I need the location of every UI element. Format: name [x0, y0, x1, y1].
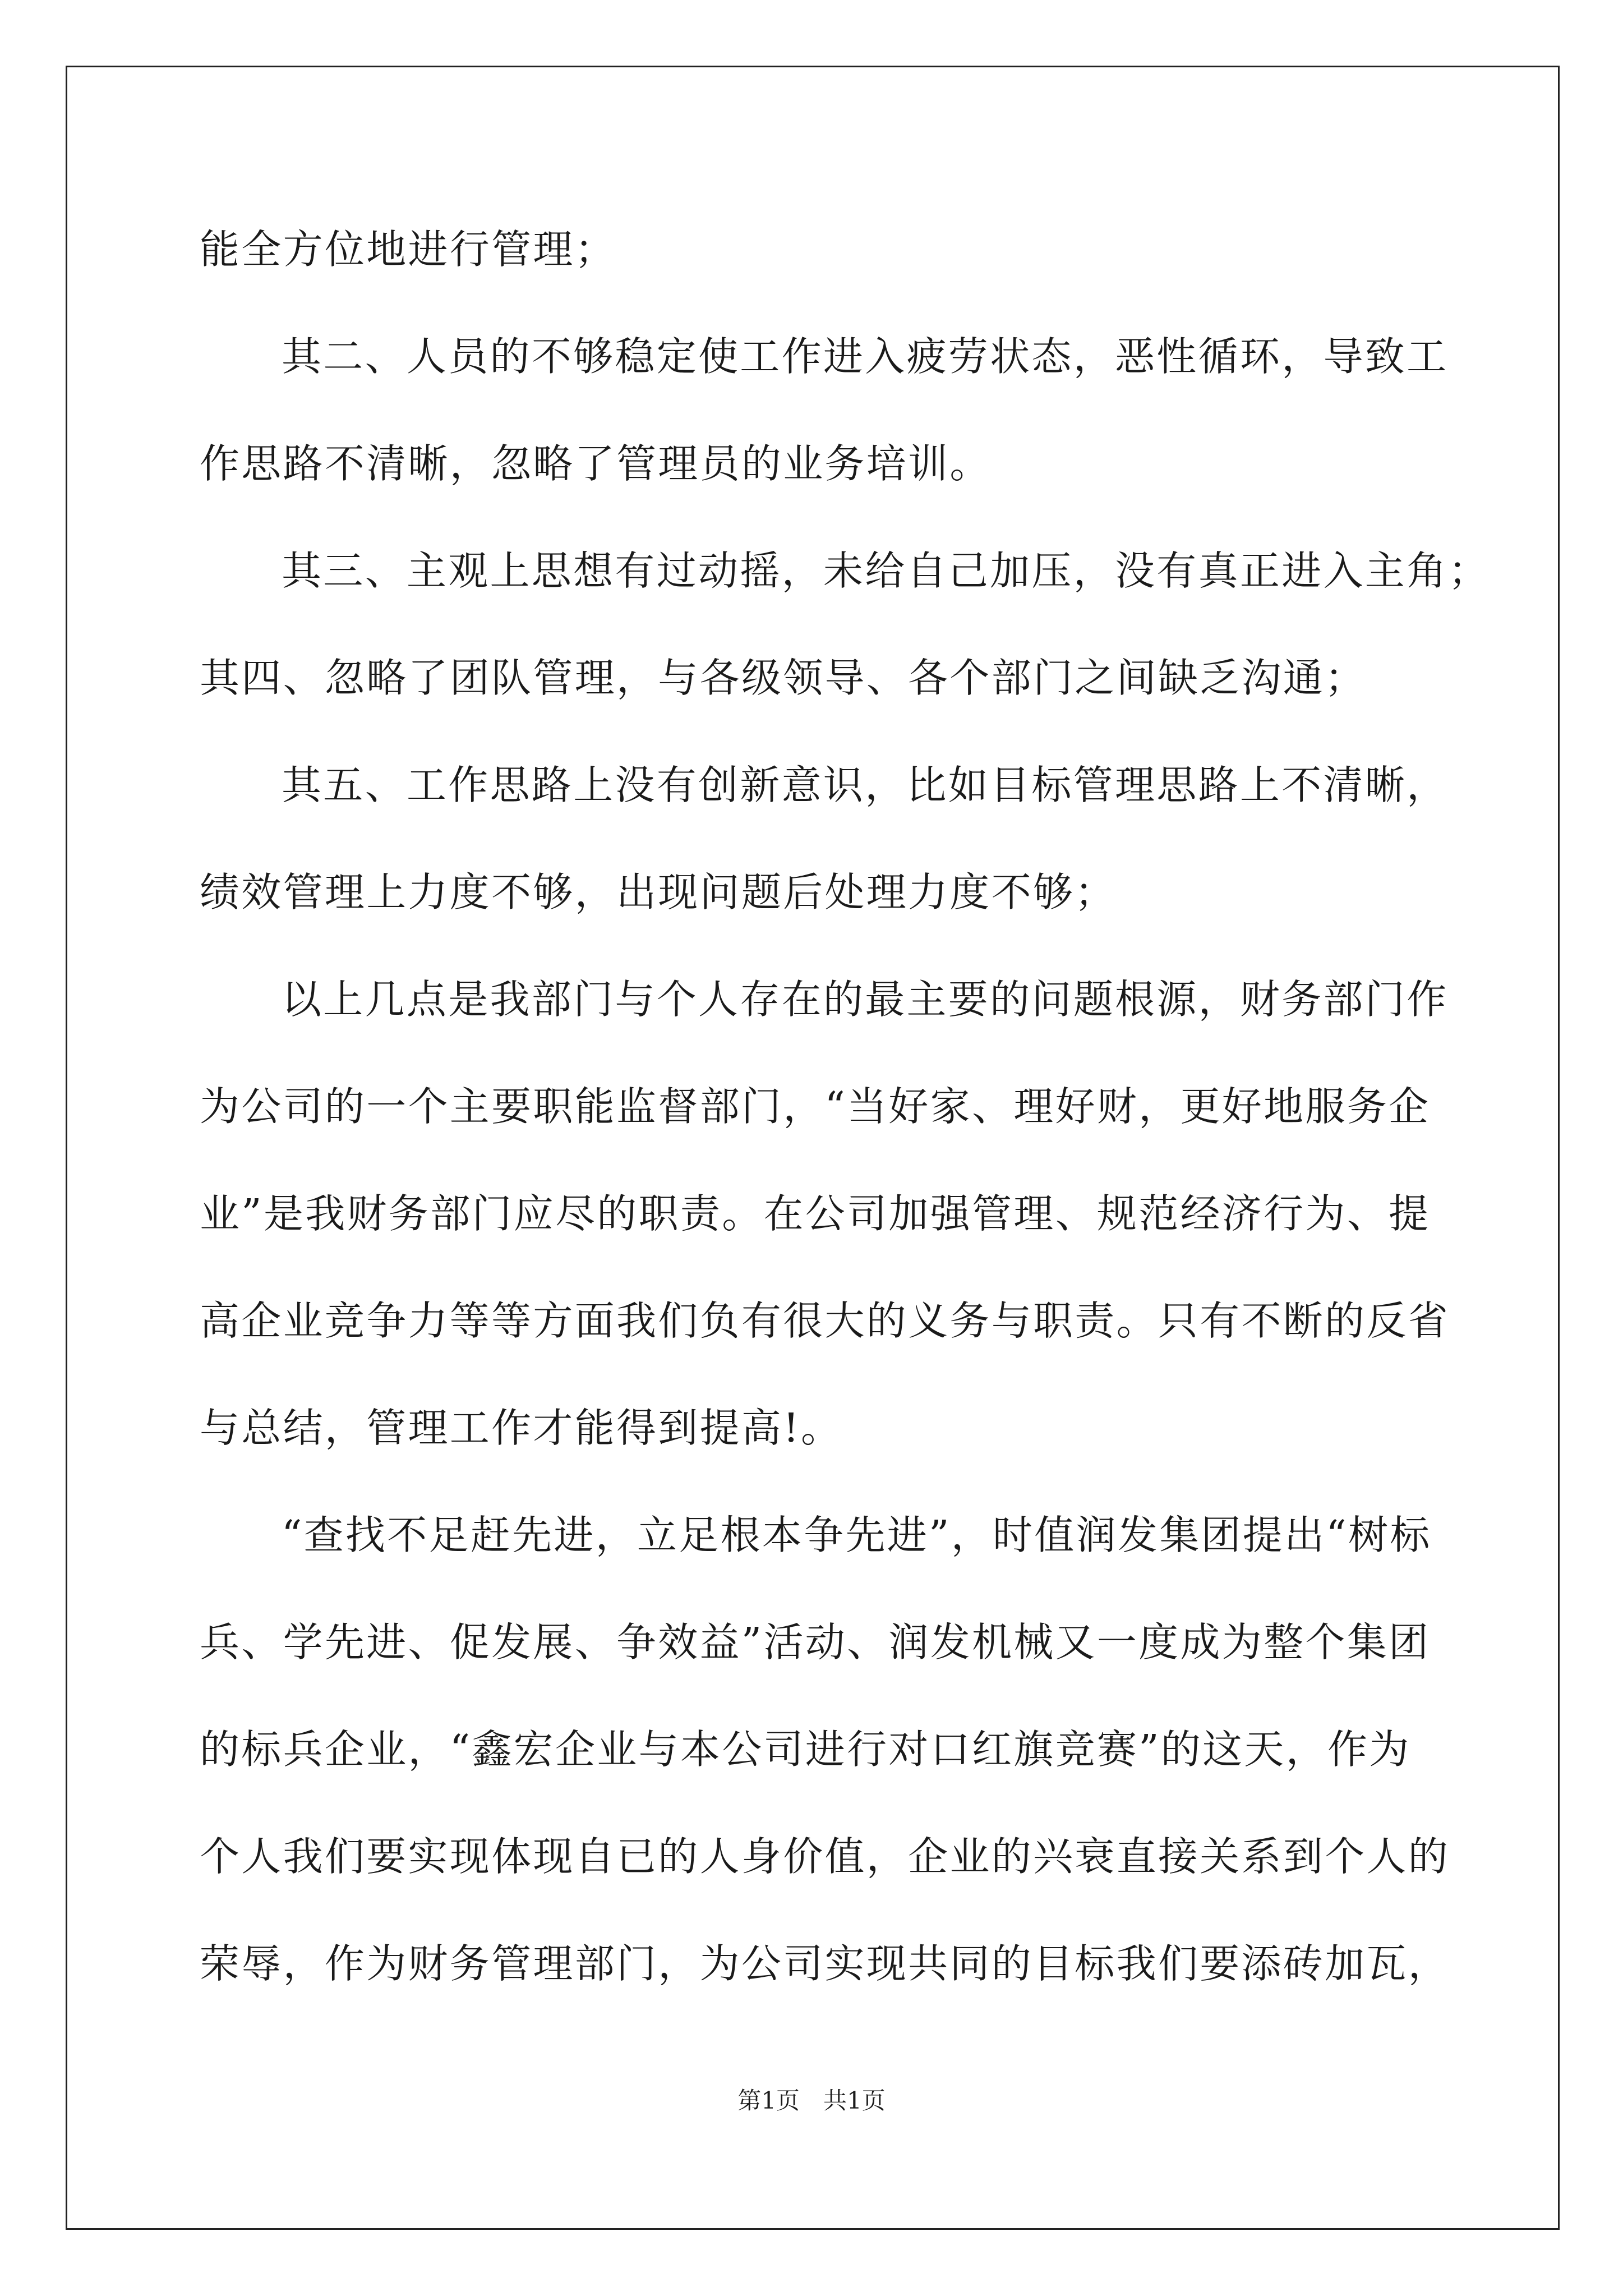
text-line: 其二、人员的不够稳定使工作进入疲劳状态，恶性循环，导致工 [282, 333, 1449, 380]
text-line: 高企业竞争力等等方面我们负有很大的义务与职责。只有不断的反省 [200, 1297, 1450, 1344]
text-line: 绩效管理上力度不够，出现问题后处理力度不够； [200, 869, 1117, 915]
text-line: 的标兵企业，“鑫宏企业与本公司进行对口红旗竞赛”的这天，作为 [200, 1726, 1411, 1773]
text-line: 兵、学先进、促发展、争效益”活动、润发机械又一度成为整个集团 [200, 1619, 1431, 1665]
text-line: 为公司的一个主要职能监督部门，“当好家、理好财，更好地服务企 [200, 1083, 1431, 1130]
text-line: 能全方位地进行管理； [200, 226, 617, 273]
text-line: 其四、忽略了团队管理，与各级领导、各个部门之间缺乏沟通； [200, 655, 1367, 701]
text-line: 其五、工作思路上没有创新意识，比如目标管理思路上不清晰， [282, 762, 1449, 808]
text-line: 其三、主观上思想有过动摇，未给自己加压，没有真正进入主角； [282, 547, 1490, 594]
text-line: 业”是我财务部门应尽的职责。在公司加强管理、规范经济行为、提 [200, 1190, 1431, 1237]
text-line: 个人我们要实现体现自已的人身价值，企业的兴衰直接关系到个人的 [200, 1833, 1450, 1880]
text-line: 荣辱，作为财务管理部门，为公司实现共同的目标我们要添砖加瓦， [200, 1940, 1450, 1987]
text-line: 与总结，管理工作才能得到提高!。 [200, 1405, 843, 1451]
text-line: “查找不足赶先进，立足根本争先进”，时值润发集团提出“树标 [282, 1512, 1432, 1558]
text-line: 作思路不清晰，忽略了管理员的业务培训。 [200, 440, 992, 487]
document-body [200, 210, 1490, 2032]
text-line: 以上几点是我部门与个人存在的最主要的问题根源，财务部门作 [282, 976, 1449, 1023]
page-number-footer: 第1页 共1页 [737, 2087, 886, 2114]
